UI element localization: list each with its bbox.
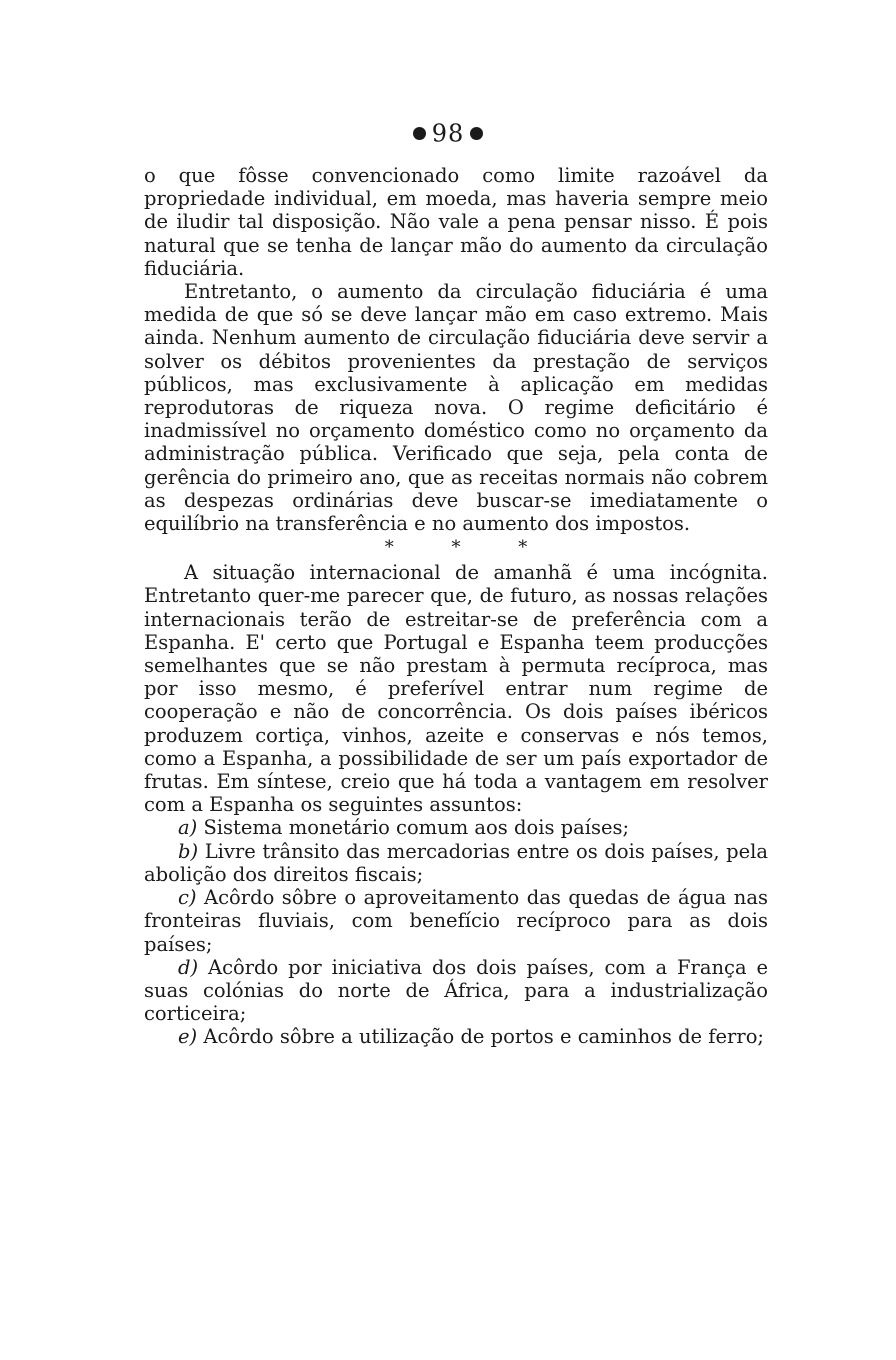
list-letter: b) <box>178 839 199 863</box>
list-item-e <box>144 1025 768 1048</box>
list-item-a <box>144 816 768 839</box>
list-item-d <box>144 956 768 1026</box>
page-number: 98 <box>431 119 465 148</box>
paragraph-2: Entretanto, o aumento da circulação fiduciária é uma medida de que só se deve lançar mão em caso extremo. Mais ainda. Nenhum aumento de circulação fiduciária deve servir a solver os débitos provenientes da prestação de serviços públicos, mas exclusivamente à aplicação em medidas reprodutoras de riqueza nova. O regime deficitário é inadmissível no orçamento doméstico como no orçamento da administração pública. Verificado que seja, pela conta de gerência do primeiro ano, que as receitas normais não cobrem as despezas ordinárias deve buscar-se imediatamente o equilíbrio na transferência e no aumento dos impostos. <box>144 280 768 536</box>
list-item-b <box>144 840 768 886</box>
list-letter: c) <box>178 886 197 910</box>
list-item-text: Acôrdo por iniciativa dos dois países, com a França e suas colónias do norte de África, para a industrialização corticeira; <box>144 955 769 1026</box>
section-separator: * * * <box>384 537 554 559</box>
list-letter: a) <box>178 816 198 840</box>
body-text <box>144 164 768 1049</box>
list-item-text: Sistema monetário comum aos dois países; <box>203 816 630 840</box>
list-letter: e) <box>178 1025 198 1049</box>
list-letter: d) <box>178 955 199 979</box>
bullet-icon <box>413 127 426 140</box>
paragraph-3: A situação internacional de amanhã é uma incógnita. Entretanto quer-me parecer que, de futuro, as nossas relações internacionais terão de estreitar-se de preferência com a Espanha. E' certo que Portugal e Espanha teem producções semelhantes que se não prestam à permuta recíproca, mas por isso mesmo, é preferível entrar num regime de cooperação e não de concorrência. Os dois países ibéricos produzem cortiça, vinhos, azeite e conservas e nós temos, como a Espanha, a possibilidade de ser um país exportador de frutas. Em síntese, creio que há toda a vantagem em resolver com a Espanha os seguintes assuntos: <box>144 561 768 817</box>
paragraph-1: o que fôsse convencionado como limite razoável da propriedade individual, em moeda, mas haveria sempre meio de iludir tal disposição. Não vale a pena pensar nisso. É pois natural que se tenha de lançar mão do aumento da circulação fiduciária. <box>144 164 768 280</box>
list-item-text: Acôrdo sôbre a utilização de portos e caminhos de ferro; <box>203 1025 765 1049</box>
list-item-c <box>144 886 768 956</box>
bullet-icon <box>470 127 483 140</box>
page-header <box>0 114 896 152</box>
list-item-text: Livre trânsito das mercadorias entre os dois países, pela abolição dos direitos fiscais; <box>144 839 768 886</box>
list-item-text: Acôrdo sôbre o aproveitamento das quedas de água nas fronteiras fluviais, com benefício recíproco para as dois países; <box>144 886 768 956</box>
